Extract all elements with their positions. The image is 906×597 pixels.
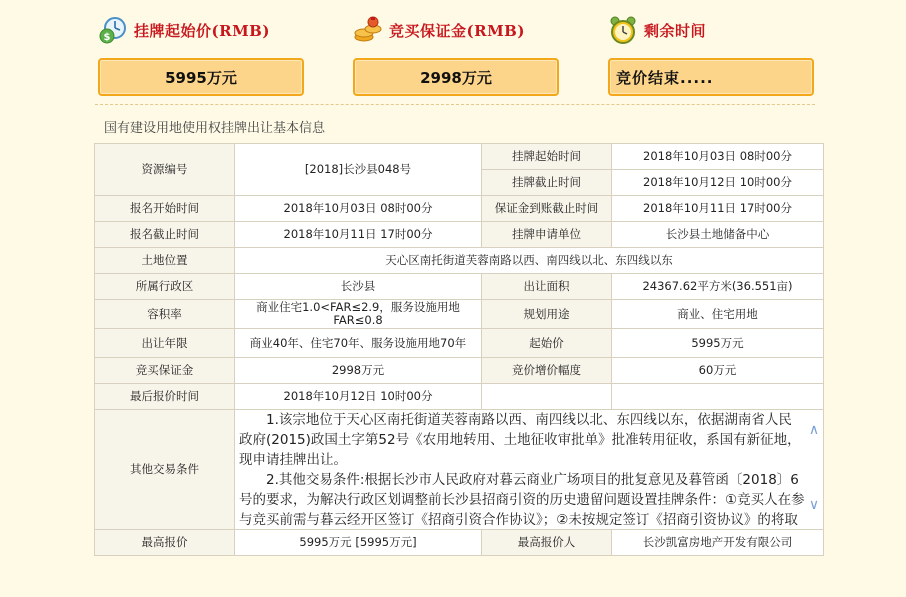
start-price-value: 5995万元 xyxy=(612,329,824,358)
table-row xyxy=(95,358,824,384)
table-row xyxy=(95,410,824,530)
usage-label: 规划用途 xyxy=(482,300,612,329)
deposit-label: 竞买保证金 xyxy=(95,358,235,384)
other-conditions-paragraph-2: 2.其他交易条件:根据长沙市人民政府对暮云商业广场项目的批复意见及暮管函〔2018〕6号的要求，为解决行政区划调整前长沙县招商引资的历史遗留问题设置挂牌条件：①竞买人在参与竞买前需与暮云经开区签订《招商引资合作协议》；②未按规定签订《招商引资协议》的将取 xyxy=(239,472,805,528)
listing-start-label: 挂牌起始时间 xyxy=(482,144,612,170)
deposit-deadline-label: 保证金到账截止时间 xyxy=(482,196,612,222)
money-clock-icon xyxy=(98,15,128,45)
applicant-unit-value: 长沙县土地储备中心 xyxy=(612,222,824,248)
table-row xyxy=(95,530,824,556)
table-row xyxy=(95,274,824,300)
table-row xyxy=(95,329,824,358)
table-row xyxy=(95,144,824,170)
district-value: 长沙县 xyxy=(235,274,482,300)
start-price-value: 5995万元 xyxy=(98,58,304,96)
alarm-clock-icon xyxy=(608,15,638,45)
last-bid-time-value: 2018年10月12日 10时00分 xyxy=(235,384,482,410)
far-value: 商业住宅1.0<FAR≤2.9，服务设施用地FAR≤0.8 xyxy=(235,300,482,329)
resource-no-value: [2018]长沙县048号 xyxy=(235,144,482,196)
start-price-panel xyxy=(98,10,308,96)
start-price-label: 挂牌起始价(RMB) xyxy=(134,21,270,40)
table-row xyxy=(95,222,824,248)
location-label: 土地位置 xyxy=(95,248,235,274)
table-row xyxy=(95,196,824,222)
last-bid-time-label: 最后报价时间 xyxy=(95,384,235,410)
chevron-up-icon[interactable]: ∧ xyxy=(808,422,820,438)
highest-bidder-value: 长沙凯富房地产开发有限公司 xyxy=(612,530,824,556)
highest-bid-value: 5995万元 [5995万元] xyxy=(235,530,482,556)
location-value: 天心区南托街道芙蓉南路以西、南四线以北、东四线以东 xyxy=(235,248,824,274)
signup-end-label: 报名截止时间 xyxy=(95,222,235,248)
coins-icon xyxy=(353,15,383,45)
far-label: 容积率 xyxy=(95,300,235,329)
empty-cell xyxy=(612,384,824,410)
term-label: 出让年限 xyxy=(95,329,235,358)
highest-bid-label: 最高报价 xyxy=(95,530,235,556)
other-conditions-text xyxy=(235,410,823,529)
listing-end-label: 挂牌截止时间 xyxy=(482,170,612,196)
area-value: 24367.62平方米(36.551亩) xyxy=(612,274,824,300)
signup-start-value: 2018年10月03日 08时00分 xyxy=(235,196,482,222)
land-info-table xyxy=(94,143,824,556)
other-conditions-label: 其他交易条件 xyxy=(95,410,235,530)
table-row xyxy=(95,248,824,274)
resource-no-label: 资源编号 xyxy=(95,144,235,196)
start-price-label: 起始价 xyxy=(482,329,612,358)
remaining-time-panel xyxy=(608,10,818,96)
usage-value: 商业、住宅用地 xyxy=(612,300,824,329)
deposit-label: 竞买保证金(RMB) xyxy=(389,21,525,40)
remaining-time-value: 竞价结束..... xyxy=(608,58,814,96)
other-conditions-scroll-area[interactable] xyxy=(235,410,823,529)
other-conditions-cell[interactable] xyxy=(235,410,824,530)
highest-bidder-label: 最高报价人 xyxy=(482,530,612,556)
remaining-time-label: 剩余时间 xyxy=(644,21,707,40)
area-label: 出让面积 xyxy=(482,274,612,300)
deposit-value: 2998万元 xyxy=(353,58,559,96)
applicant-unit-label: 挂牌申请单位 xyxy=(482,222,612,248)
svg-text:$: $ xyxy=(103,32,111,43)
empty-cell xyxy=(482,384,612,410)
other-conditions-paragraph-1: 1.该宗地位于天心区南托街道芙蓉南路以西、南四线以北、东四线以东，依据湖南省人民政府(2015)政国土字第52号《农用地转用、土地征收审批单》批准转用征收，系国有新征地，现申请挂牌出让。 xyxy=(239,412,801,468)
table-row xyxy=(95,300,824,329)
section-title: 国有建设用地使用权挂牌出让基本信息 xyxy=(104,121,326,136)
increment-label: 竞价增价幅度 xyxy=(482,358,612,384)
signup-end-value: 2018年10月11日 17时00分 xyxy=(235,222,482,248)
deposit-deadline-value: 2018年10月11日 17时00分 xyxy=(612,196,824,222)
deposit-panel xyxy=(353,10,563,96)
deposit-value: 2998万元 xyxy=(235,358,482,384)
dashed-divider xyxy=(95,104,815,105)
signup-start-label: 报名开始时间 xyxy=(95,196,235,222)
term-value: 商业40年、住宅70年、服务设施用地70年 xyxy=(235,329,482,358)
district-label: 所属行政区 xyxy=(95,274,235,300)
listing-end-value: 2018年10月12日 10时00分 xyxy=(612,170,824,196)
chevron-down-icon[interactable]: ∨ xyxy=(808,497,820,513)
increment-value: 60万元 xyxy=(612,358,824,384)
table-row xyxy=(95,384,824,410)
listing-start-value: 2018年10月03日 08时00分 xyxy=(612,144,824,170)
auction-summary xyxy=(95,10,825,105)
